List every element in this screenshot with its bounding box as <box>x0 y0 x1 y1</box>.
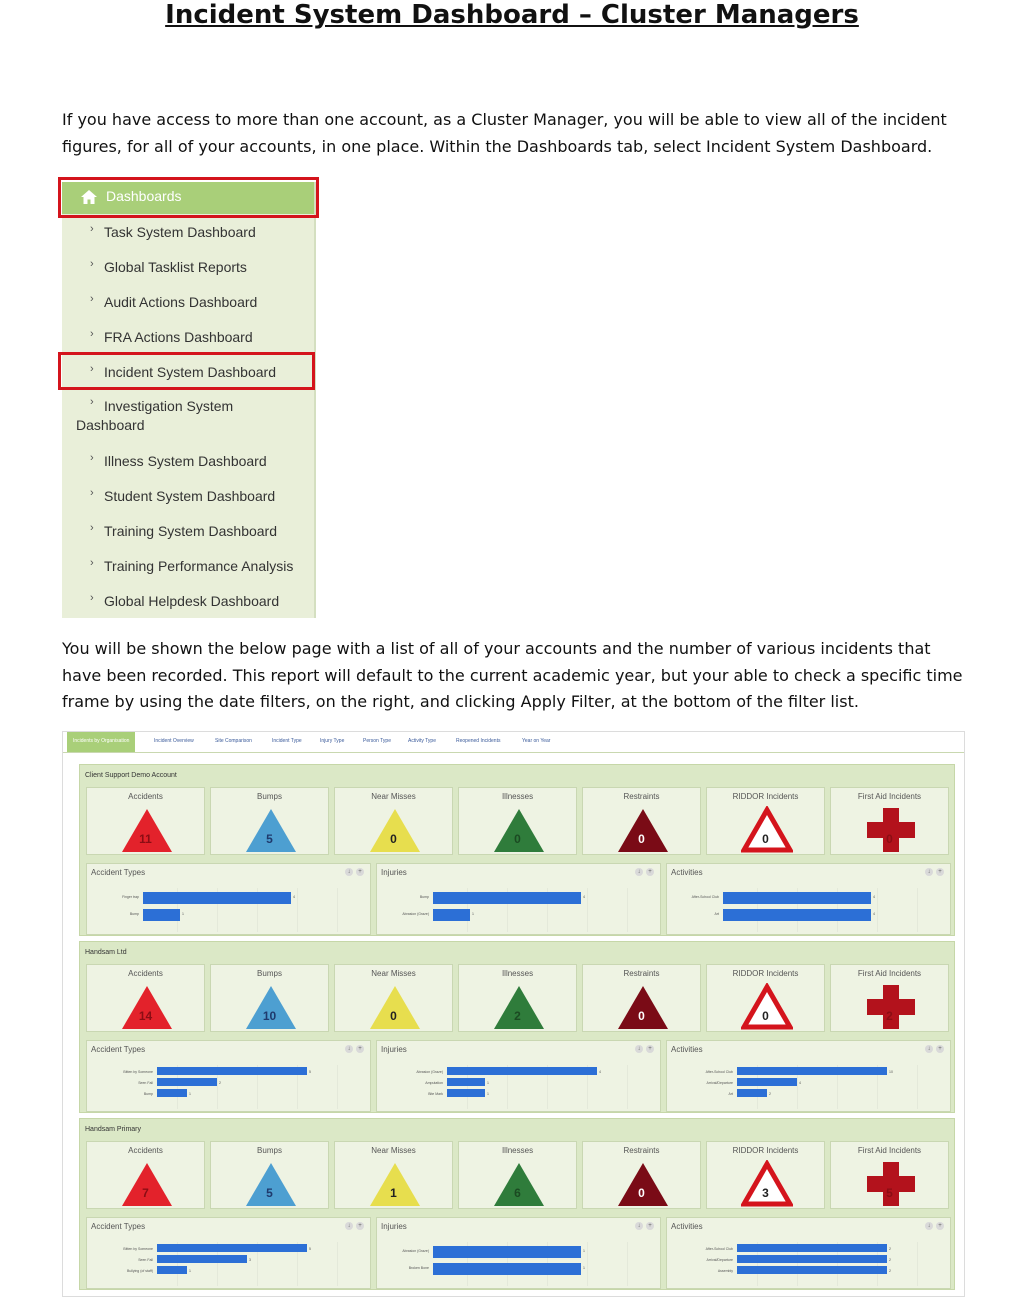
kpi-card[interactable] <box>458 964 577 1032</box>
kpi-value: 0 <box>762 832 769 846</box>
tab-incidents-by-organisation[interactable]: Incidents by Organisation <box>67 732 135 752</box>
bar-label: Abrasion (Graze) <box>416 1070 443 1074</box>
bar-label: Abrasion (Graze) <box>402 912 429 916</box>
bar-label: Bite Mark <box>428 1092 443 1096</box>
triangle-icon <box>617 983 669 1031</box>
menu-item-label: Training Performance Analysis <box>104 558 294 574</box>
bar[interactable] <box>157 1255 247 1263</box>
tab-reopened-incidents[interactable]: Reopened Incidents <box>456 738 501 744</box>
bar[interactable] <box>143 909 180 921</box>
panel-title: Accident Types <box>91 1045 146 1054</box>
bar-value: 1 <box>487 1081 489 1085</box>
bar-value: 5 <box>309 1070 311 1074</box>
kpi-value: 7 <box>142 1186 149 1200</box>
download-icon[interactable]: ↓ <box>925 1045 933 1053</box>
grid-line <box>917 1242 918 1286</box>
bar-value: 1 <box>189 1269 191 1273</box>
triangle-icon <box>369 1160 421 1208</box>
kpi-title: Accidents <box>128 1146 163 1155</box>
red-cross-icon <box>865 806 917 854</box>
chevron-right-icon: › <box>90 592 94 604</box>
tab-activity-type[interactable]: Activity Type <box>408 738 436 744</box>
kpi-value: 0 <box>638 1009 645 1023</box>
triangle-icon <box>369 983 421 1031</box>
bar-value: 4 <box>799 1081 801 1085</box>
kpi-value: 0 <box>390 832 397 846</box>
highlight-dashboards <box>58 177 319 218</box>
menu-header-label: Dashboards <box>106 188 182 204</box>
chart-panel <box>666 1217 951 1289</box>
menu-item-label: Task System Dashboard <box>104 224 256 240</box>
triangle-icon <box>245 1160 297 1208</box>
kpi-card[interactable] <box>458 787 577 855</box>
kpi-value: 3 <box>762 1186 769 1200</box>
bar[interactable] <box>157 1078 217 1086</box>
kpi-value: 0 <box>390 1009 397 1023</box>
grid-line <box>627 1065 628 1109</box>
kpi-card[interactable] <box>830 1141 949 1209</box>
menu-item-label: Audit Actions Dashboard <box>104 294 258 310</box>
bar-label: Amputation <box>425 1081 443 1085</box>
kpi-title: Accidents <box>128 969 163 978</box>
bar[interactable] <box>737 1067 887 1075</box>
tab-injury-type[interactable]: Injury Type <box>320 738 345 744</box>
grid-line <box>337 1065 338 1109</box>
org-name: Client Support Demo Account <box>85 772 177 779</box>
kpi-value: 0 <box>638 832 645 846</box>
download-icon[interactable]: ↓ <box>635 868 643 876</box>
kpi-card[interactable] <box>210 787 329 855</box>
panel-title: Activities <box>671 1222 703 1231</box>
menu-item-label: Student System Dashboard <box>104 488 276 504</box>
kpi-value: 0 <box>886 832 893 846</box>
chevron-right-icon: › <box>90 293 94 305</box>
bar-label: Assembly <box>717 1269 733 1273</box>
kpi-title: Bumps <box>257 969 282 978</box>
bar-label: After-School Club <box>691 895 719 899</box>
bar[interactable] <box>723 892 871 904</box>
triangle-icon <box>121 983 173 1031</box>
bar-label: Art <box>728 1092 733 1096</box>
chevron-right-icon: › <box>90 452 94 464</box>
download-icon[interactable]: ↓ <box>345 1045 353 1053</box>
triangle-icon <box>121 806 173 854</box>
bar-value: 1 <box>472 912 474 916</box>
bar-value: 2 <box>889 1247 891 1251</box>
bar-label: Art <box>714 912 719 916</box>
bar[interactable] <box>447 1089 485 1097</box>
panel-title: Injuries <box>381 1222 407 1231</box>
bar-label: Bullying (of staff) <box>126 1269 153 1273</box>
expand-icon[interactable]: + <box>646 1045 654 1053</box>
bar-label: Finger trap <box>122 895 139 899</box>
chart-panel <box>86 1217 371 1289</box>
bar[interactable] <box>433 892 581 904</box>
chart-panel <box>666 1040 951 1112</box>
kpi-title: RIDDOR Incidents <box>732 969 799 978</box>
expand-icon[interactable]: + <box>356 868 364 876</box>
bar[interactable] <box>737 1244 887 1252</box>
kpi-card[interactable] <box>582 964 701 1032</box>
red-cross-icon <box>865 1160 917 1208</box>
kpi-title: Illnesses <box>501 792 534 801</box>
bar-value: 4 <box>873 895 875 899</box>
chart-panel <box>376 1217 661 1289</box>
tab-incident-type[interactable]: Incident Type <box>272 738 302 744</box>
grid-line <box>877 888 878 932</box>
kpi-value: 5 <box>266 1186 273 1200</box>
kpi-title: RIDDOR Incidents <box>732 792 799 801</box>
panel-title: Accident Types <box>91 868 146 877</box>
kpi-title: RIDDOR Incidents <box>732 1146 799 1155</box>
triangle-icon <box>493 1160 545 1208</box>
warning-triangle-icon <box>741 1160 793 1208</box>
bar-label: After-School Club <box>705 1247 733 1251</box>
bar-value: 2 <box>219 1081 221 1085</box>
kpi-title: First Aid Incidents <box>857 1146 922 1155</box>
grid-line <box>627 1242 628 1286</box>
org-name: Handsam Primary <box>85 1126 142 1133</box>
kpi-value: 10 <box>262 1009 277 1023</box>
kpi-value: 6 <box>514 1186 521 1200</box>
bar-label: Bump <box>143 1092 153 1096</box>
chart-panel <box>86 863 371 935</box>
grid-line <box>337 888 338 932</box>
kpi-title: Near Misses <box>371 1146 416 1155</box>
panel-title: Injuries <box>381 868 407 877</box>
chevron-right-icon: › <box>90 328 94 340</box>
kpi-card[interactable] <box>830 787 949 855</box>
bar-value: 10 <box>889 1070 893 1074</box>
triangle-icon <box>245 806 297 854</box>
panel-title: Activities <box>671 868 703 877</box>
tab-year-on-year[interactable]: Year on Year <box>522 738 551 744</box>
bar-label: After-School Club <box>705 1070 733 1074</box>
triangle-icon <box>369 806 421 854</box>
grid-line <box>917 888 918 932</box>
chart-panel <box>376 1040 661 1112</box>
incident-dashboard-screenshot <box>62 731 965 1297</box>
chevron-right-icon: › <box>90 522 94 534</box>
bar-value: 3 <box>249 1258 251 1262</box>
tab-incident-overview[interactable]: Incident Overview <box>154 738 194 744</box>
menu-item-label: Global Helpdesk Dashboard <box>104 593 280 609</box>
kpi-value: 0 <box>762 1009 769 1023</box>
kpi-title: Restraints <box>623 969 660 978</box>
bar-label: Broken Bone <box>408 1266 429 1270</box>
menu-item-label: Incident System Dashboard <box>104 364 276 380</box>
warning-triangle-icon <box>741 983 793 1031</box>
triangle-icon <box>493 983 545 1031</box>
tab-site-comparison[interactable]: Site Comparison <box>215 738 252 744</box>
download-icon[interactable]: ↓ <box>635 1045 643 1053</box>
bar-value: 4 <box>293 895 295 899</box>
kpi-title: Illnesses <box>501 1146 534 1155</box>
bar[interactable] <box>723 909 871 921</box>
bar-value: 5 <box>309 1247 311 1251</box>
bar-label: Bitten by Someone <box>123 1070 153 1074</box>
grid-line <box>917 1065 918 1109</box>
menu-item-label: Illness System Dashboard <box>104 453 267 469</box>
kpi-value: 1 <box>390 1186 397 1200</box>
bar[interactable] <box>737 1078 797 1086</box>
kpi-card[interactable] <box>706 787 825 855</box>
bar-value: 4 <box>583 895 585 899</box>
bar-value: 1 <box>583 1266 585 1270</box>
bar-label: Bitten by Someone <box>123 1247 153 1251</box>
expand-icon[interactable]: + <box>646 1222 654 1230</box>
chevron-right-icon: › <box>90 223 94 235</box>
bar-label: Arrival/Departure <box>706 1081 733 1085</box>
kpi-card[interactable] <box>458 1141 577 1209</box>
bar[interactable] <box>433 909 470 921</box>
download-icon[interactable]: ↓ <box>345 1222 353 1230</box>
triangle-icon <box>245 983 297 1031</box>
dashboards-menu <box>62 182 316 618</box>
download-icon[interactable]: ↓ <box>925 868 933 876</box>
kpi-title: Accidents <box>128 792 163 801</box>
bar[interactable] <box>433 1246 581 1258</box>
kpi-title: First Aid Incidents <box>857 792 922 801</box>
grid-line <box>587 888 588 932</box>
kpi-value: 11 <box>139 832 152 846</box>
bar[interactable] <box>157 1089 187 1097</box>
grid-line <box>337 1242 338 1286</box>
kpi-card[interactable] <box>830 964 949 1032</box>
bar[interactable] <box>737 1255 887 1263</box>
bar-value: 2 <box>889 1258 891 1262</box>
kpi-card[interactable] <box>334 964 453 1032</box>
expand-icon[interactable]: + <box>356 1045 364 1053</box>
org-section <box>79 764 955 936</box>
kpi-value: 2 <box>514 1009 521 1023</box>
download-icon[interactable]: ↓ <box>925 1222 933 1230</box>
bar-value: 1 <box>189 1092 191 1096</box>
bar-value: 2 <box>769 1092 771 1096</box>
download-icon[interactable]: ↓ <box>635 1222 643 1230</box>
bar-value: 4 <box>873 912 875 916</box>
page-title: Incident System Dashboard – Cluster Managers <box>165 0 859 30</box>
bar-label: Bump <box>129 912 139 916</box>
chevron-right-icon: › <box>90 487 94 499</box>
bar[interactable] <box>157 1244 307 1252</box>
triangle-icon <box>493 806 545 854</box>
chart-panel <box>376 863 661 935</box>
kpi-title: Bumps <box>257 1146 282 1155</box>
bar-label: Arrival/Departure <box>706 1258 733 1262</box>
menu-item-label: Global Tasklist Reports <box>104 259 247 275</box>
org-name: Handsam Ltd <box>85 949 127 956</box>
kpi-card[interactable] <box>334 787 453 855</box>
bar[interactable] <box>157 1067 307 1075</box>
intro-paragraph: If you have access to more than one account, as a Cluster Manager, you will be able to view all of the incident figures, for all of your accounts, in one place. Within the Dashboards tab, select Incident System Dashboard. <box>62 110 947 156</box>
expand-icon[interactable]: + <box>356 1222 364 1230</box>
bar[interactable] <box>447 1067 597 1075</box>
bar-value: 4 <box>599 1070 601 1074</box>
bar[interactable] <box>447 1078 485 1086</box>
org-section <box>79 941 955 1113</box>
bar[interactable] <box>143 892 291 904</box>
kpi-value: 14 <box>138 1009 153 1023</box>
highlight-incident-system-dashboard <box>58 352 315 390</box>
expand-icon[interactable]: + <box>936 868 944 876</box>
chevron-right-icon: › <box>90 258 94 270</box>
bar-label: Seen Fall <box>138 1081 153 1085</box>
kpi-title: Near Misses <box>371 792 416 801</box>
kpi-card[interactable] <box>86 1141 205 1209</box>
kpi-title: Illnesses <box>501 969 534 978</box>
triangle-icon <box>617 1160 669 1208</box>
bar-value: 1 <box>583 1249 585 1253</box>
bar-value: 1 <box>487 1092 489 1096</box>
triangle-icon <box>121 1160 173 1208</box>
chevron-right-icon: › <box>90 396 94 408</box>
dashboard-tabbar <box>63 732 964 753</box>
bar-label: Abrasion (Graze) <box>402 1249 429 1253</box>
chart-panel <box>666 863 951 935</box>
grid-line <box>297 888 298 932</box>
menu-item-label: Investigation System Dashboard <box>76 398 234 433</box>
kpi-value: 0 <box>514 832 521 846</box>
kpi-title: Restraints <box>623 1146 660 1155</box>
description-paragraph: You will be shown the below page with a list of all of your accounts and the number of various incidents that have been recorded. This report will default to the current academic year, but your able to check a specific time frame by using the date filters, on the right, and clicking Apply Filter, at the bottom of the filter list. <box>62 639 963 711</box>
kpi-card[interactable] <box>706 964 825 1032</box>
kpi-title: Bumps <box>257 792 282 801</box>
download-icon[interactable]: ↓ <box>345 868 353 876</box>
kpi-value: 5 <box>266 832 273 846</box>
bar-label: Seen Fall <box>138 1258 153 1262</box>
expand-icon[interactable]: + <box>646 868 654 876</box>
kpi-title: Restraints <box>623 792 660 801</box>
bar[interactable] <box>433 1263 581 1275</box>
org-section <box>79 1118 955 1290</box>
panel-title: Accident Types <box>91 1222 146 1231</box>
kpi-card[interactable] <box>86 964 205 1032</box>
kpi-title: Near Misses <box>371 969 416 978</box>
kpi-card[interactable] <box>86 787 205 855</box>
menu-item-label: Training System Dashboard <box>104 523 278 539</box>
bar-value: 2 <box>889 1269 891 1273</box>
bar-label: Bump <box>419 895 429 899</box>
panel-title: Activities <box>671 1045 703 1054</box>
kpi-value: 0 <box>638 1186 645 1200</box>
menu-item-label: FRA Actions Dashboard <box>104 329 253 345</box>
chevron-right-icon: › <box>90 363 94 375</box>
triangle-icon <box>617 806 669 854</box>
chevron-right-icon: › <box>90 557 94 569</box>
bar[interactable] <box>157 1266 187 1274</box>
kpi-card[interactable] <box>210 964 329 1032</box>
bar[interactable] <box>737 1089 767 1097</box>
expand-icon[interactable]: + <box>936 1222 944 1230</box>
kpi-card[interactable] <box>582 787 701 855</box>
tab-person-type[interactable]: Person Type <box>363 738 391 744</box>
kpi-card[interactable] <box>582 1141 701 1209</box>
expand-icon[interactable]: + <box>936 1045 944 1053</box>
bar-value: 1 <box>182 912 184 916</box>
grid-line <box>627 888 628 932</box>
kpi-value: 2 <box>886 1009 893 1023</box>
kpi-card[interactable] <box>210 1141 329 1209</box>
warning-triangle-icon <box>741 806 793 854</box>
red-cross-icon <box>865 983 917 1031</box>
kpi-value: 5 <box>886 1186 893 1200</box>
kpi-card[interactable] <box>706 1141 825 1209</box>
kpi-title: First Aid Incidents <box>857 969 922 978</box>
chart-panel <box>86 1040 371 1112</box>
grid-line <box>587 1242 588 1286</box>
kpi-card[interactable] <box>334 1141 453 1209</box>
panel-title: Injuries <box>381 1045 407 1054</box>
bar[interactable] <box>737 1266 887 1274</box>
